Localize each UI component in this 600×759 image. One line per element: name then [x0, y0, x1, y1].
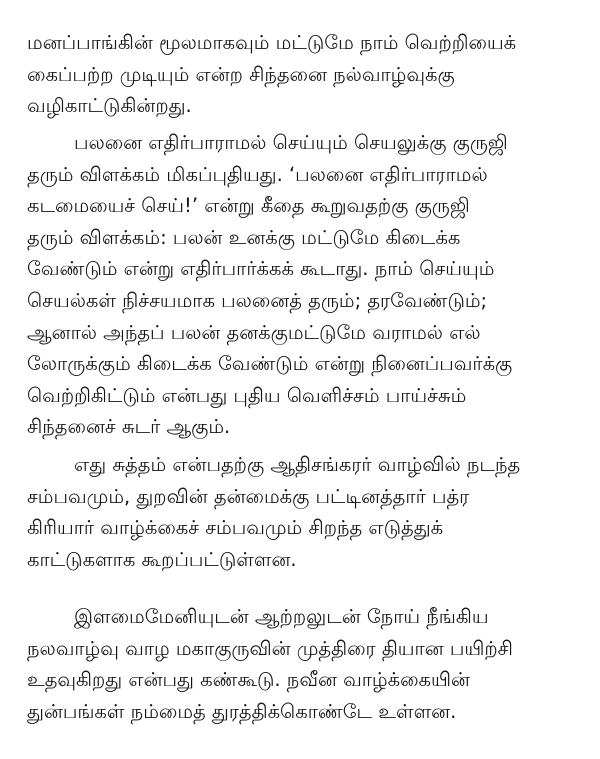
paragraph-line: பலனை எதிர்பாராமல் செய்யும் செயலுக்கு குருஜி [74, 131, 508, 154]
paragraph-line: கிரியார் வாழ்க்கைச் சம்பவமும் சிறந்த எடுத்துக் [27, 516, 444, 540]
paragraph-line: தரும் விளக்கம்: பலன் உனக்கு மட்டுமே கிடைக்க [27, 225, 461, 249]
paragraph-line: துன்பங்கள் நம்மைத் துரத்திக்கொண்டே உள்ளன. [27, 699, 457, 723]
paragraph-2 [27, 127, 581, 443]
paragraph-line: சிந்தனைச் சுடர் ஆகும். [27, 415, 231, 439]
paragraph-line: செயல்கள் நிச்சயமாக பலனைத் தரும்; தரவேண்டும்; [27, 288, 488, 312]
paragraph-line: எது சுத்தம் என்பதற்கு ஆதிசங்கரர் வாழ்வில் நடந்த [74, 453, 521, 476]
paragraph-line: கைப்பற்ற முடியும் என்ற சிந்தனை நல்வாழ்வுக்கு [27, 62, 455, 86]
paragraph-line: வெற்றிகிட்டும் என்பது புதிய வெளிச்சம் பாய்ச்சும் [27, 383, 467, 407]
paragraph-line: நலவாழ்வு வாழ மகாகுருவின் முத்திரை தியான பயிற்சி [27, 636, 513, 660]
paragraph-line: கடமையைச் செய்!’ என்று கீதை கூறுவதற்கு குருஜி [27, 194, 470, 218]
paragraph-line: தரும் விளக்கம் மிகப்புதியது. ‘பலனை எதிர்பாராமல் [27, 162, 488, 186]
paragraph-1 [27, 27, 581, 122]
paragraph-line: மனப்பாங்கின் மூலமாகவும் மட்டுமே நாம் வெற்றியைக் [27, 31, 517, 54]
paragraph-line: சம்பவமும், துறவின் தன்மைக்கு பட்டினத்தார் பத்ர [27, 484, 470, 508]
paragraph-line: இளமைமேனியுடன் ஆற்றலுடன் நோய் நீங்கிய [74, 605, 489, 628]
paragraph-line: வழிகாட்டுகின்றது. [27, 94, 192, 118]
paragraph-3 [27, 449, 581, 575]
paragraph-4 [27, 601, 581, 727]
paragraph-line: லோருக்கும் கிடைக்க வேண்டும் என்று நினைப்பவர்க்கு [27, 352, 513, 376]
paragraph-line: உதவுகிறது என்பது கண்கூடு. நவீன வாழ்க்கையின் [27, 668, 470, 692]
paragraph-line: காட்டுகளாக கூறப்பட்டுள்ளன. [27, 547, 297, 571]
paragraph-line: வேண்டும் என்று எதிர்பார்க்கக் கூடாது. நாம் செய்யும் [27, 257, 495, 281]
paragraph-line: ஆனால் அந்தப் பலன் தனக்குமட்டுமே வராமல் எல் [27, 320, 481, 344]
